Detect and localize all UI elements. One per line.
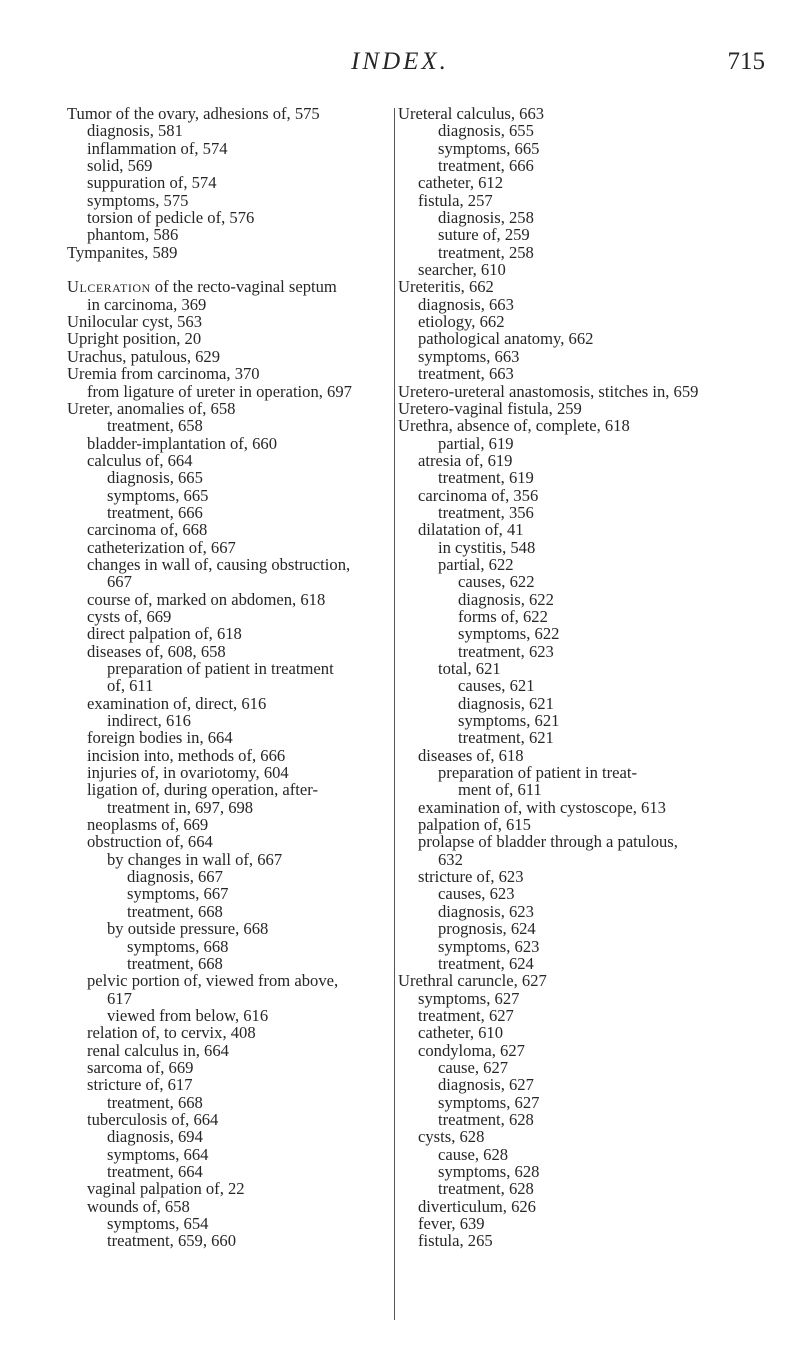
index-entry: torsion of pedicle of, 576 (87, 208, 255, 228)
index-entry: stricture of, 623 (418, 867, 524, 887)
index-entry: Tumor of the ovary, adhesions of, 575 (67, 104, 320, 123)
index-entry: forms of, 622 (458, 606, 548, 626)
index-entry: in cystitis, 548 (438, 537, 536, 557)
index-entry: solid, 569 (87, 156, 153, 176)
index-entry: by outside pressure, 668 (107, 919, 269, 939)
index-entry: relation of, to cervix, 408 (87, 1023, 256, 1043)
index-entry: causes, 621 (458, 676, 535, 696)
index-entry: treatment, 668 (107, 1092, 203, 1112)
index-entry: fever, 639 (418, 1214, 485, 1233)
index-entry: treatment in, 697, 698 (107, 797, 254, 817)
index-entry: Ureteral calculus, 663 (398, 104, 545, 123)
index-entry: partial, 619 (438, 433, 514, 453)
index-entry: etiology, 662 (418, 312, 505, 332)
index-entry: Unilocular cyst, 563 (67, 312, 203, 332)
index-entry: atresia of, 619 (418, 450, 513, 470)
section-gap (67, 261, 395, 278)
index-entry: direct palpation of, 618 (87, 624, 242, 644)
index-entry: symptoms, 663 (418, 346, 520, 366)
index-entry: incision into, methods of, 666 (87, 745, 286, 765)
index-entry: symptoms, 575 (87, 190, 189, 210)
index-entry: treatment, 619 (438, 468, 534, 488)
index-entry: diagnosis, 655 (438, 121, 534, 141)
index-entry: symptoms, 623 (438, 936, 540, 956)
index-entry: sarcoma of, 669 (87, 1057, 194, 1077)
index-entry: diseases of, 618 (418, 745, 524, 765)
index-entry: treatment, 658 (107, 416, 203, 436)
index-entry: viewed from below, 616 (107, 1005, 269, 1025)
index-entry: symptoms, 665 (107, 485, 209, 505)
index-entry: preparation of patient in treatment (107, 659, 334, 678)
index-entry: calculus of, 664 (87, 450, 193, 470)
index-entry: Urachus, patulous, 629 (67, 346, 221, 366)
index-entry: obstruction of, 664 (87, 832, 213, 852)
index-entry: fistula, 257 (418, 190, 493, 210)
index-entry: diagnosis, 694 (107, 1127, 203, 1147)
index-entry: prognosis, 624 (438, 919, 536, 939)
index-entry: total, 621 (438, 659, 501, 678)
index-entry: neoplasms of, 669 (87, 815, 209, 835)
index-entry: diagnosis, 258 (438, 208, 534, 228)
index-entry: treatment, 659, 660 (107, 1231, 237, 1251)
index-entry: treatment, 258 (438, 242, 534, 262)
index-entry: diagnosis, 663 (418, 294, 514, 314)
index-entry: inflammation of, 574 (87, 138, 228, 158)
index-entry: catheterization of, 667 (87, 537, 236, 557)
index-entry: treatment, 666 (107, 502, 203, 522)
index-entry: by changes in wall of, 667 (107, 849, 283, 869)
index-entry: Uretero-ureteral anastomosis, stitches in, 659 (398, 381, 699, 401)
index-entry: treatment, 668 (127, 953, 223, 973)
index-entry: searcher, 610 (418, 260, 506, 280)
index-entry: fistula, 265 (418, 1231, 493, 1251)
index-entry: Ureteritis, 662 (398, 277, 494, 297)
index-entry: diverticulum, 626 (418, 1196, 536, 1216)
index-entry: treatment, 624 (438, 953, 534, 973)
index-entry: dilatation of, 41 (418, 520, 524, 540)
index-entry: treatment, 623 (458, 641, 554, 661)
index-entry: catheter, 610 (418, 1023, 504, 1043)
index-entry: palpation of, 615 (418, 815, 531, 835)
index-entry: cysts, 628 (418, 1127, 485, 1147)
index-entry: treatment, 628 (438, 1179, 534, 1199)
index-entry: from ligature of ureter in operation, 697 (87, 381, 352, 401)
index-entry: in carcinoma, 369 (87, 294, 207, 314)
index-entry: vaginal palpation of, 22 (87, 1179, 245, 1199)
index-entry: catheter, 612 (418, 173, 504, 193)
index-entry: wounds of, 658 (87, 1196, 190, 1216)
index-entry: indirect, 616 (107, 711, 191, 731)
index-entry: treatment, 356 (438, 502, 534, 522)
index-entry: renal calculus in, 664 (87, 1040, 229, 1060)
index-entry: treatment, 664 (107, 1161, 203, 1181)
index-entry: cysts of, 669 (87, 606, 172, 626)
index-entry: causes, 622 (458, 572, 535, 592)
index-entry: cause, 628 (438, 1144, 509, 1164)
index-entry: carcinoma of, 356 (418, 485, 539, 505)
index-entry: course of, marked on abdomen, 618 (87, 589, 326, 609)
index-entry: diagnosis, 623 (438, 901, 534, 921)
page-header (0, 48, 800, 88)
index-entry: Upright position, 20 (67, 329, 202, 349)
index-entry: Ureter, anomalies of, 658 (67, 398, 236, 418)
index-entry: examination of, direct, 616 (87, 693, 267, 713)
page-number: 715 (727, 48, 765, 75)
index-entry: diseases of, 608, 658 (87, 641, 226, 661)
index-entry: treatment, 666 (438, 156, 534, 176)
index-entry: treatment, 628 (438, 1109, 534, 1129)
index-entry: changes in wall of, causing obstruction, (87, 554, 351, 574)
index-entry: bladder-implantation of, 660 (87, 433, 277, 453)
index-entry: symptoms, 621 (458, 711, 560, 731)
index-entry: suppuration of, 574 (87, 173, 217, 193)
index-entry: diagnosis, 667 (127, 867, 223, 887)
index-column-right (398, 105, 773, 1250)
index-entry: 617 (107, 988, 132, 1008)
index-entry: tuberculosis of, 664 (87, 1109, 219, 1129)
index-entry: symptoms, 664 (107, 1144, 209, 1164)
index-entry: Urethra, absence of, complete, 618 (398, 416, 630, 436)
index-entry: diagnosis, 622 (458, 589, 554, 609)
index-entry: partial, 622 (438, 554, 514, 574)
index-entry: Ulceration of the recto-vaginal septum (67, 277, 337, 297)
index-entry: symptoms, 667 (127, 884, 229, 904)
index-entry: ment of, 611 (458, 780, 542, 800)
index-entry: carcinoma of, 668 (87, 520, 208, 540)
index-entry: symptoms, 627 (418, 988, 520, 1008)
index-entry: examination of, with cystoscope, 613 (418, 797, 666, 817)
index-entry: foreign bodies in, 664 (87, 728, 233, 748)
index-entry: diagnosis, 581 (87, 121, 183, 141)
index-entry: symptoms, 628 (438, 1161, 540, 1181)
index-entry: causes, 623 (438, 884, 515, 904)
index-entry: 632 (438, 849, 463, 869)
index-entry: prolapse of bladder through a patulous, (418, 832, 678, 852)
index-entry: of, 611 (107, 676, 154, 696)
index-entry: symptoms, 654 (107, 1214, 209, 1233)
index-entry: treatment, 627 (418, 1005, 514, 1025)
index-entry: injuries of, in ovariotomy, 604 (87, 763, 289, 783)
index-entry: treatment, 621 (458, 728, 554, 748)
index-entry: diagnosis, 665 (107, 468, 203, 488)
index-entry: symptoms, 622 (458, 624, 560, 644)
index-entry: Uremia from carcinoma, 370 (67, 364, 260, 384)
index-entry: treatment, 663 (418, 364, 514, 384)
index-entry: pelvic portion of, viewed from above, (87, 971, 339, 991)
index-entry: phantom, 586 (87, 225, 179, 245)
index-entry: diagnosis, 627 (438, 1075, 534, 1095)
index-entry: cause, 627 (438, 1057, 509, 1077)
index-entry: symptoms, 627 (438, 1092, 540, 1112)
index-entry: treatment, 668 (127, 901, 223, 921)
running-title: INDEX. (351, 48, 449, 75)
index-entry: Uretero-vaginal fistula, 259 (398, 398, 582, 418)
index-entry: condyloma, 627 (418, 1040, 525, 1060)
index-entry: stricture of, 617 (87, 1075, 193, 1095)
index-entry: 667 (107, 572, 132, 592)
index-column-left (67, 105, 395, 1250)
index-entry: Tympanites, 589 (67, 242, 178, 262)
index-entry: ligation of, during operation, after- (87, 780, 318, 800)
index-entry: pathological anatomy, 662 (418, 329, 594, 349)
index-entry: diagnosis, 621 (458, 693, 554, 713)
index-entry: symptoms, 665 (438, 138, 540, 158)
index-entry: Urethral caruncle, 627 (398, 971, 547, 991)
index-entry: preparation of patient in treat- (438, 763, 638, 783)
index-entry: symptoms, 668 (127, 936, 229, 956)
index-entry: suture of, 259 (438, 225, 530, 245)
